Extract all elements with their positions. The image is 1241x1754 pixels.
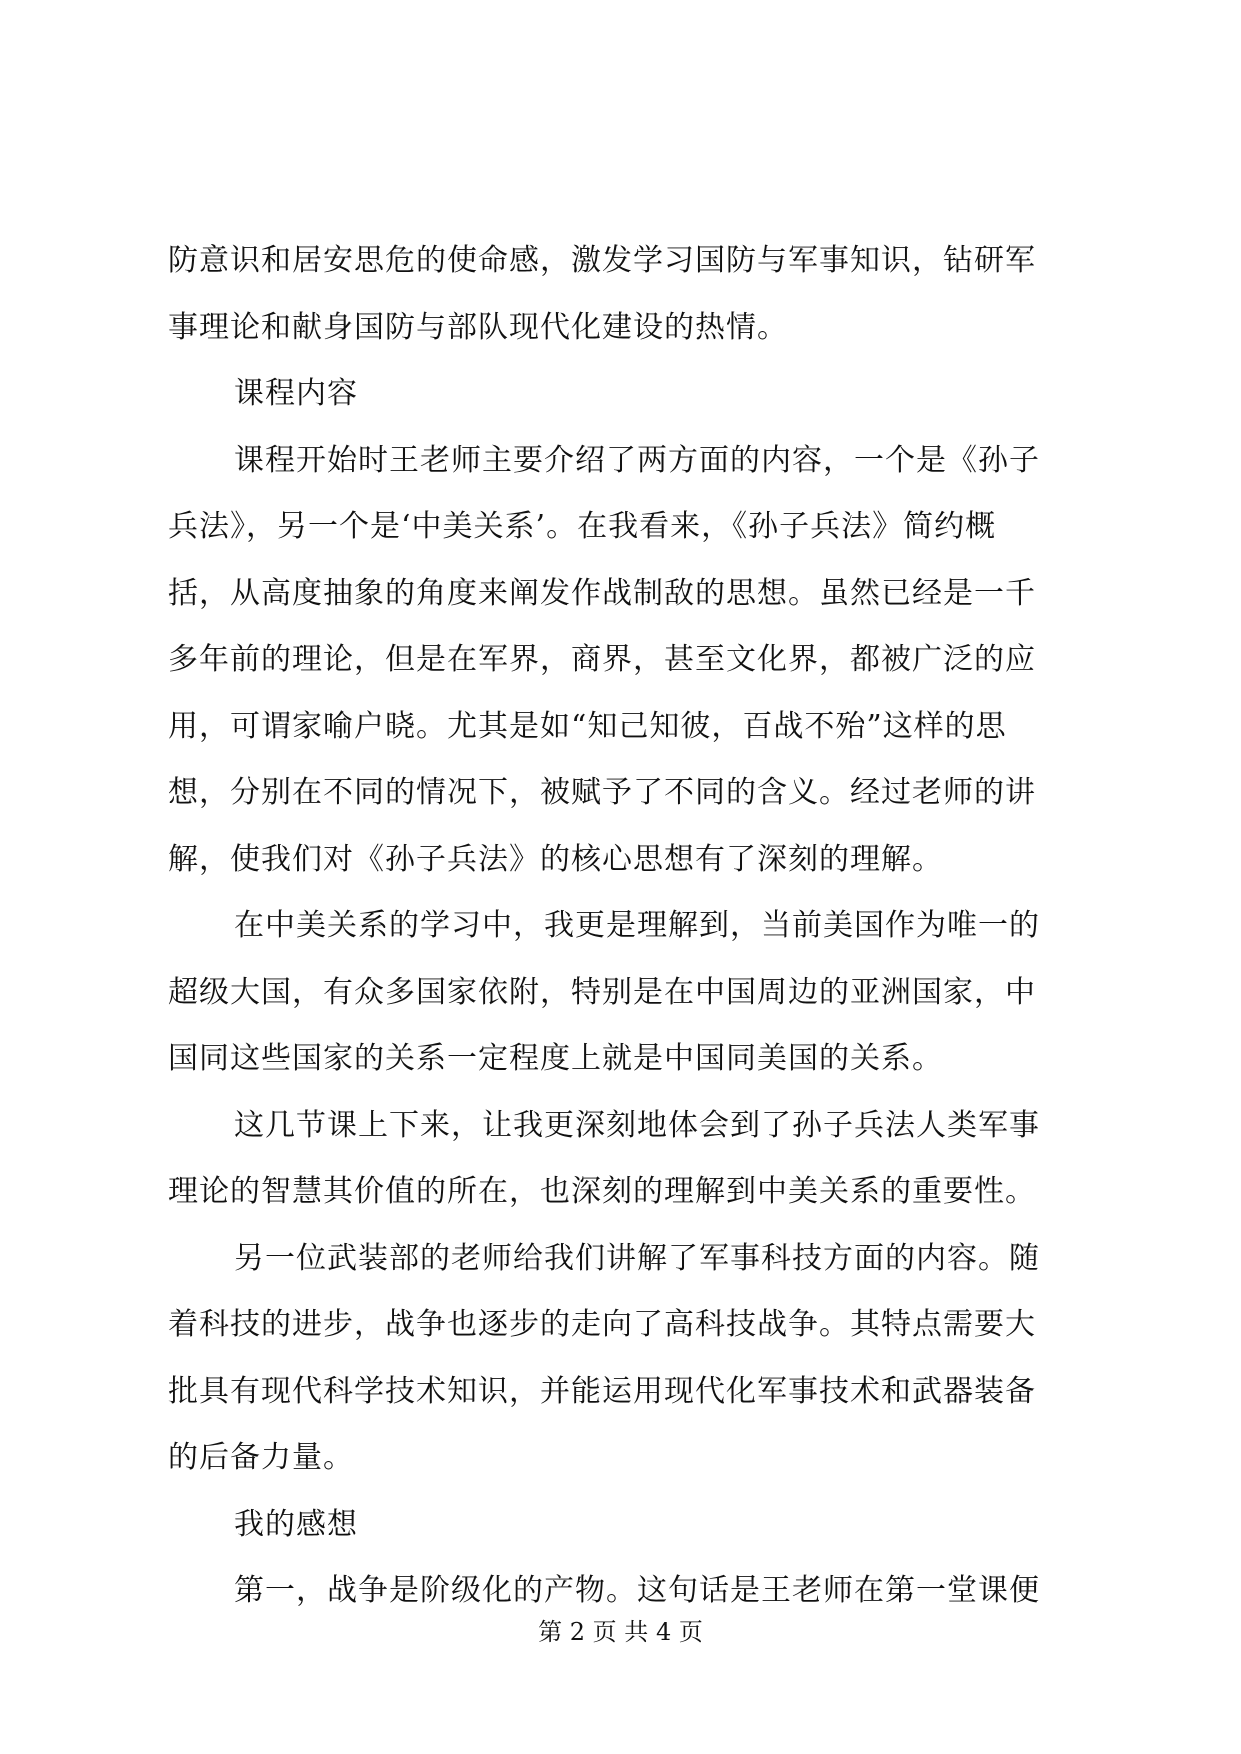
- text-line: 课程内容: [234, 376, 358, 411]
- body-text: [168, 228, 1080, 1625]
- text-line: 超级大国，有众多国家依附，特别是在中国周边的亚洲国家，中: [168, 974, 1036, 1010]
- text-line: 课程开始时王老师主要介绍了两方面的内容，一个是《孙子: [234, 442, 1040, 478]
- text-line: 解，使我们对《孙子兵法》的核心思想有了深刻的理解。: [168, 841, 943, 877]
- text-line: 另一位武装部的老师给我们讲解了军事科技方面的内容。随: [234, 1240, 1040, 1276]
- text-line: 事理论和献身国防与部队现代化建设的热情。: [168, 309, 788, 345]
- text-line: 这几节课上下来，让我更深刻地体会到了孙子兵法人类军事: [234, 1107, 1040, 1143]
- text-line: 理论的智慧其价值的所在，也深刻的理解到中美关系的重要性。: [168, 1174, 1036, 1209]
- text-line: 兵法》，另一个是‘中美关系’。在我看来，《孙子兵法》简约概: [168, 509, 997, 544]
- text-line: 的后备力量。: [168, 1440, 354, 1475]
- text-line: 我的感想: [234, 1506, 358, 1542]
- text-line: 多年前的理论，但是在军界，商界，甚至文化界，都被广泛的应: [168, 642, 1036, 677]
- text-line: 国同这些国家的关系一定程度上就是中国同美国的关系。: [168, 1041, 943, 1076]
- text-line: 着科技的进步，战争也逐步的走向了高科技战争。其特点需要大: [168, 1307, 1036, 1342]
- text-line: 在中美关系的学习中，我更是理解到，当前美国作为唯一的: [234, 908, 1040, 943]
- text-line: 防意识和居安思危的使命感，激发学习国防与军事知识，钻研军: [168, 243, 1036, 278]
- text-line: 批具有现代科学技术知识，并能运用现代化军事技术和武器装备: [168, 1373, 1036, 1409]
- text-line: 括，从高度抽象的角度来阐发作战制敌的思想。虽然已经是一千: [168, 575, 1036, 611]
- page-footer: 第 2 页 共 4 页: [538, 1618, 703, 1646]
- text-line: 想，分别在不同的情况下，被赋予了不同的含义。经过老师的讲: [168, 775, 1036, 810]
- text-line: 第一，战争是阶级化的产物。这句话是王老师在第一堂课便: [234, 1573, 1040, 1608]
- text-line: 用，可谓家喻户晓。尤其是如“知己知彼，百战不殆”这样的思: [168, 708, 1007, 744]
